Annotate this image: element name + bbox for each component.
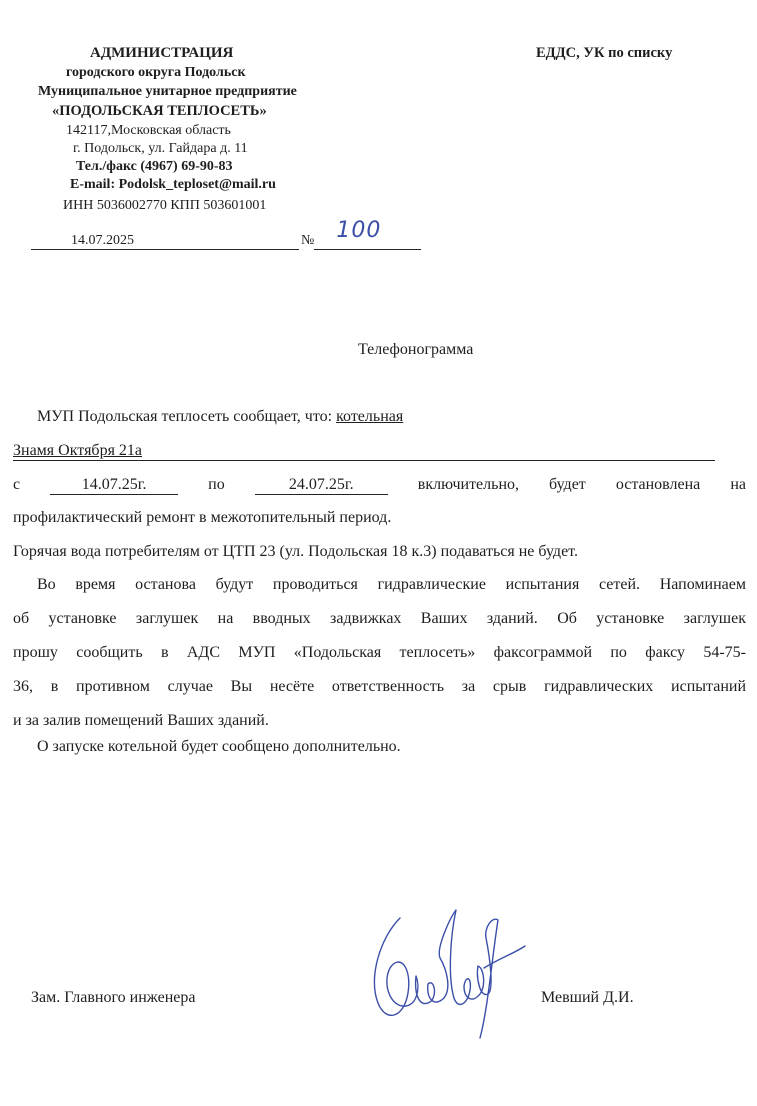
object-address-line — [13, 442, 715, 461]
warning-line: 36, в противном случае Вы несёте ответственность за срыв гидравлических испытаний — [13, 678, 746, 695]
letterhead-inn: ИНН 5036002770 КПП 503601001 — [63, 198, 267, 213]
stopped-word: остановлена — [615, 476, 701, 493]
reason-line: профилактический ремонт в межотопительный период. — [13, 509, 392, 526]
object-address: Знамя Октября 21а — [13, 442, 143, 459]
document-number: 100 — [336, 218, 382, 243]
document-date: 14.07.2025 — [31, 233, 299, 250]
warning-line: Во время останова будут проводиться гидравлические испытания сетей. Напоминаем — [37, 576, 746, 593]
signatory-role: Зам. Главного инженера — [31, 989, 196, 1006]
inclusive-word: включительно, — [417, 476, 519, 493]
warning-paragraph — [13, 568, 746, 738]
period-line — [13, 476, 746, 495]
closing-line: О запуске котельной будет сообщено дополнительно. — [37, 738, 401, 755]
from-word: с — [13, 476, 21, 493]
letterhead-enterprise-type: Муниципальное унитарное предприятие — [38, 84, 297, 99]
will-be-word: будет — [549, 476, 586, 493]
object-type: котельная — [336, 408, 404, 425]
letterhead-phone: Тел./факс (4967) 69-90-83 — [76, 159, 233, 174]
number-sign: № — [301, 233, 315, 248]
letterhead-address-street: г. Подольск, ул. Гайдара д. 11 — [73, 141, 248, 156]
warning-line: об установке заглушек на вводных задвижках Ваших зданий. Об установке заглушек — [13, 610, 746, 627]
letterhead-enterprise-name: «ПОДОЛЬСКАЯ ТЕПЛОСЕТЬ» — [52, 103, 267, 119]
letterhead-district: городского округа Подольск — [66, 65, 246, 80]
date-from: 14.07.25г. — [50, 476, 178, 495]
addressee: ЕДДС, УК по списку — [536, 45, 673, 61]
date-number-line — [31, 218, 421, 250]
warning-line: прошу сообщить в АДС МУП «Подольская теплосеть» факсограммой по факсу 54-75- — [13, 644, 746, 661]
document-number-field — [314, 218, 421, 250]
intro-text: МУП Подольская теплосеть сообщает, что: — [37, 408, 337, 425]
letterhead-email: E-mail: Podolsk_teploset@mail.ru — [70, 177, 276, 192]
letterhead-address-region: 142117,Московская область — [66, 123, 231, 138]
intro-line — [37, 408, 403, 426]
handwritten-signature — [360, 898, 530, 1043]
warning-line: и за залив помещений Ваших зданий. — [13, 712, 269, 729]
letterhead-administration: АДМИНИСТРАЦИЯ — [90, 45, 234, 61]
hot-water-line: Горячая вода потребителям от ЦТП 23 (ул. Подольская 18 к.3) подаваться не будет. — [13, 543, 578, 560]
signatory-name: Мевший Д.И. — [541, 989, 634, 1006]
on-word: на — [730, 476, 746, 493]
document-title: Телефонограмма — [358, 341, 474, 358]
date-to: 24.07.25г. — [255, 476, 388, 495]
to-word: по — [208, 476, 225, 493]
